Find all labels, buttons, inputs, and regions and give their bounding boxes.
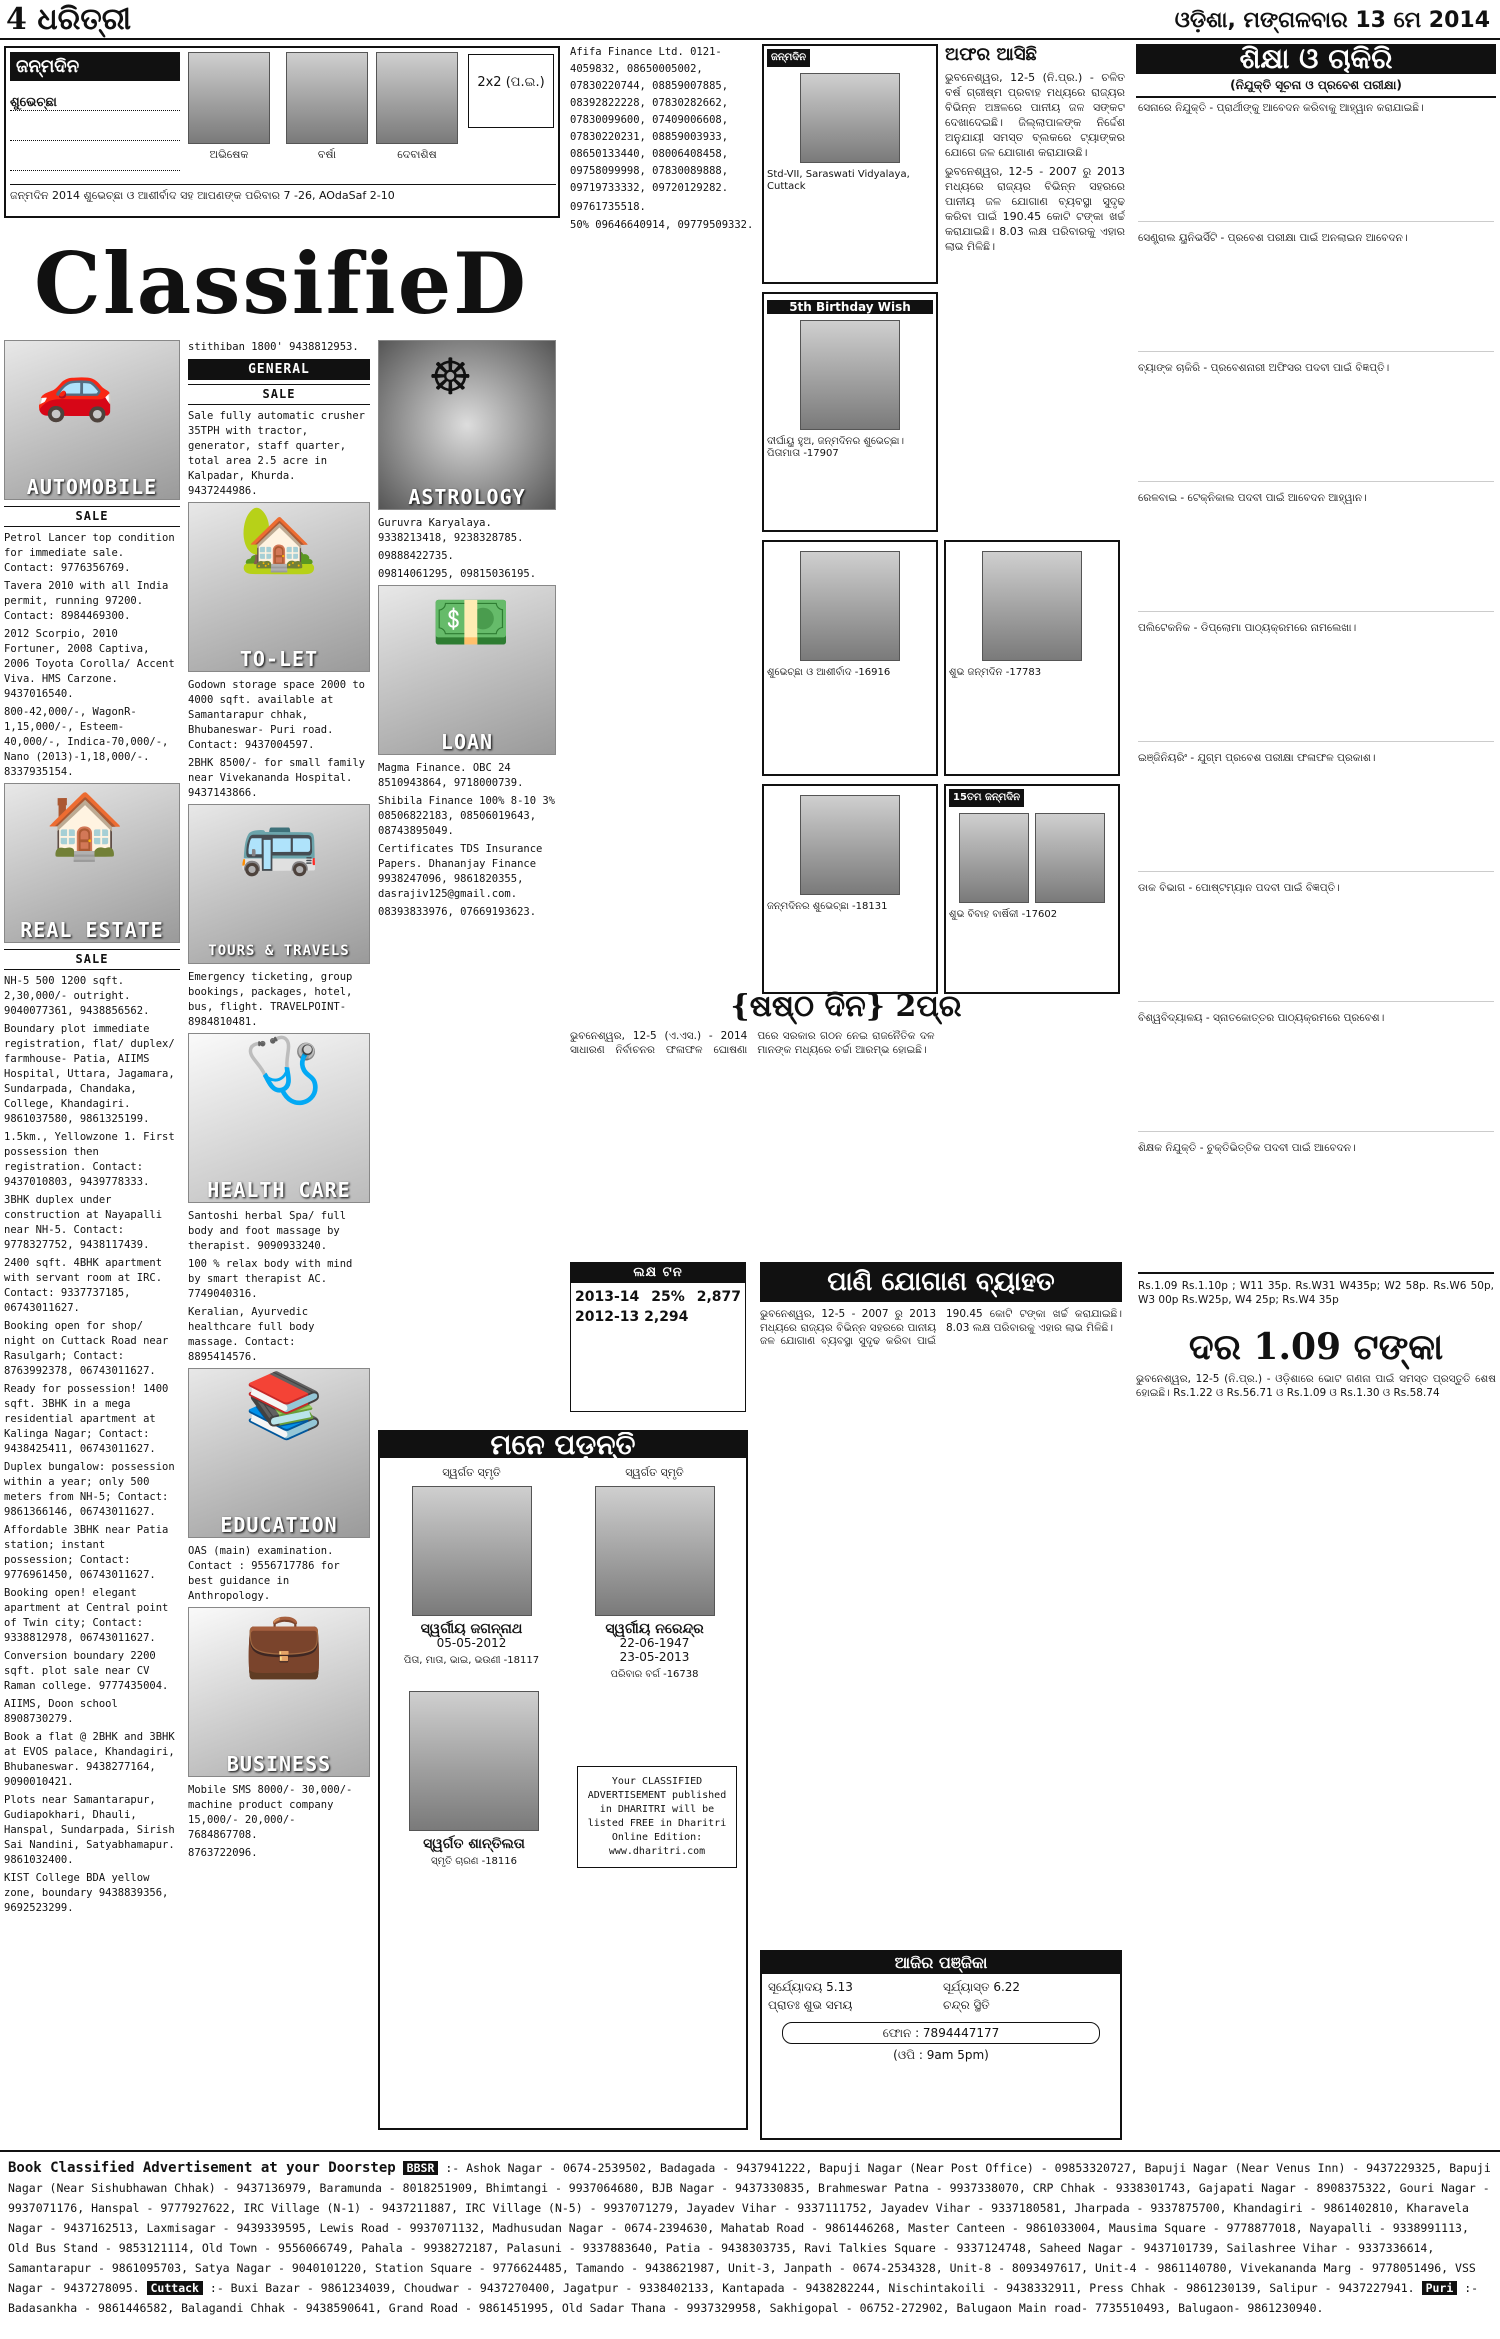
ad-item: 100 % relax body with mind by smart therapist AC. 7749040316.	[188, 1258, 353, 1300]
column-astrology-loan	[378, 340, 556, 1390]
notice-body: ଶୁଭ ଜନ୍ମଦିନ -17783	[949, 667, 1042, 678]
news-article-mid	[760, 1262, 1122, 1942]
ad-item: Book a flat @ 2BHK and 3BHK at EVOS palace, Khandagiri, Bhubaneswar. 9438277164, 9090010421.	[4, 1731, 175, 1788]
remembrance-name: ସ୍ୱର୍ଗତ ଶାନ୍ତିଲତା	[423, 1836, 525, 1852]
greeting-notice	[944, 784, 1120, 994]
article-headline: ଦର 1.09 ଟଙ୍କା	[1188, 1326, 1444, 1368]
job-item: ଇଞ୍ଜିନିୟରିଂ - ଯୁଗ୍ମ ପ୍ରବେଶ ପରୀକ୍ଷା ଫଳାଫଳ ପ୍ରକାଶ।	[1138, 752, 1494, 872]
ad-item: 50% 09646640914, 09779509332.	[570, 219, 754, 231]
person-photo	[595, 1486, 715, 1616]
ad-item: Certificates TDS Insurance Papers. Dhananjay Finance 9938247096, 9861820355, dasrajiv125@gmail.com.	[378, 843, 543, 900]
classified-banner: ClassifieD	[33, 233, 529, 333]
ad-item: 1.5km., Yellowzone 1. First possession then registration. Contact: 9437010803, 9439778333.	[4, 1131, 175, 1188]
ad-item: Affordable 3BHK near Patia station; instant possession; Contact: 9776961450, 06743011627.	[4, 1524, 169, 1581]
banknote-icon: 💵	[431, 586, 511, 660]
remembrance-date: 22-06-1947	[619, 1636, 690, 1650]
category-tile-to-let	[188, 502, 370, 672]
rates-text: Rs.1.09 Rs.1.10p ; W11 35p. Rs.W31 W435p; W2 58p. Rs.W6 50p, W3 00p Rs.W25p, W4 25p; Rs.W4 35p	[1138, 1272, 1494, 1307]
child-name: ଅଭିଷେକ	[209, 148, 249, 161]
section-head-general: GENERAL	[188, 359, 370, 380]
category-label: TOURS & TRAVELS	[208, 943, 350, 959]
article-body: ଭୁବନେଶ୍ୱର, 12-5 - 2007 ରୁ 2013 ମଧ୍ୟରେ ରାଜ୍ୟର ବିଭିନ୍ନ ସହରରେ ପାନୀୟ ଜଳ ଯୋଗାଣ ବ୍ୟବସ୍ଥା ସୁଦୃଢ କରିବା ପାଇଁ 190.45 କୋଟି ଟଙ୍କା ଖର୍ଚ୍ଚ କରାଯାଇଛି। 8.03 ଲକ୍ଷ ପରିବାରକୁ ଏହାର ଲାଭ ମିଳିଛି।	[760, 1308, 1122, 1347]
panjika-line: ସୂର୍ଯ୍ୟାସ୍ତ 6.22	[943, 1980, 1021, 1994]
remembrance-name: ସ୍ୱର୍ଗୀୟ ଜଗନ୍ନାଥ	[420, 1621, 523, 1637]
stat-box	[570, 1262, 746, 1412]
category-label: REAL ESTATE	[20, 918, 164, 942]
job-item: ଶିକ୍ଷକ ନିଯୁକ୍ତି - ଚୁକ୍ତିଭିତ୍ତିକ ପଦବୀ ପାଇଁ ଆବେଦନ।	[1138, 1142, 1356, 1154]
job-item: ସେନାରେ ନିଯୁକ୍ତି - ପ୍ରାର୍ଥୀଙ୍କୁ ଆବେଦନ କରିବାକୁ ଆହ୍ୱାନ କରାଯାଇଛି।	[1138, 102, 1494, 222]
couple-photo	[959, 813, 1029, 903]
footer-puri-list: :- Badasankha - 9861446582, Balagandi Chhak - 9438590641, Grand Road - 9861451995, Old Sadar Thana - 9937329958, Sakhigopal - 06752-272902, Balugaon Main road- 7735510493, Balugaon- 9861230940.	[8, 2281, 1479, 2315]
ad-item: Emergency ticketing, group bookings, packages, hotel, bus, flight. TRAVELPOINT- 8984810481.	[188, 971, 353, 1028]
greeting-notice	[944, 540, 1120, 776]
notice-body: Std-VII, Saraswati Vidyalaya, Cuttack	[767, 169, 910, 192]
category-tile-loan	[378, 585, 556, 755]
category-tile-automobile	[4, 340, 180, 500]
child-name: ବର୍ଷା	[317, 148, 337, 161]
city-tag-bbsr: BBSR	[403, 2161, 439, 2175]
panjika-line: ସୂର୍ଯ୍ୟୋଦୟ 5.13	[768, 1980, 853, 1994]
job-item: ରେଳବାଇ - ଟେକ୍ନିକାଲ ପଦବୀ ପାଇଁ ଆବେଦନ ଆହ୍ୱାନ।	[1138, 492, 1494, 612]
greeting-notice	[762, 44, 938, 284]
job-item: ସେଣ୍ଟ୍ରାଲ ୟୁନିଭର୍ସିଟି - ପ୍ରବେଶ ପରୀକ୍ଷା ପାଇଁ ଅନଲାଇନ ଆବେଦନ।	[1138, 232, 1494, 352]
child-photo	[286, 52, 368, 144]
category-tile-health-care	[188, 1033, 370, 1203]
car-icon: 🚗	[35, 351, 115, 425]
notice-title: 5th Birthday Wish	[767, 300, 933, 314]
remembrance-body: ପରିବାର ବର୍ଗ -16738	[610, 1669, 699, 1680]
ad-item: stithiban 1800' 9438812953.	[188, 341, 359, 353]
remembrance-body: ପିତା, ମାତା, ଭାଇ, ଭଉଣୀ -18117	[403, 1655, 540, 1666]
zodiac-wheel-icon: ☸	[431, 341, 470, 415]
books-icon: 📚	[244, 1369, 324, 1443]
ad-item: Mobile SMS 8000/- 30,000/- machine product company 15,000/- 20,000/- 7684867708.	[188, 1784, 353, 1841]
greeting-notice	[762, 540, 938, 776]
house-icon: 🏠	[45, 790, 125, 864]
person-photo	[409, 1691, 539, 1831]
column-finance	[570, 44, 758, 1004]
ad-item: Guruvra Karyalaya. 9338213418, 9238328785.	[378, 517, 524, 544]
category-label: EDUCATION	[220, 1513, 338, 1537]
notice-body: ଦୀର୍ଘାୟୁ ହୁଅ, ଜନ୍ମଦିନର ଶୁଭେଚ୍ଛା। ପିତାମାତା -17907	[767, 436, 904, 459]
remembrance-sub: ସ୍ୱର୍ଗତ ସ୍ମୃତି	[625, 1466, 684, 1479]
ad-item: Sale fully automatic crusher 35TPH with tractor, generator, staff quarter, total area 2.5 acre in Kalpadar, Khurda. 9437244986.	[188, 410, 366, 497]
ad-item: Tavera 2010 with all India permit, running 97200. Contact: 8984469300.	[4, 580, 169, 622]
article-body: ଭୁବନେଶ୍ୱର, 12-5 (ନି.ପ୍ର.) - ଓଡ଼ିଶାରେ ଭୋଟ ଗଣନା ପାଇଁ ସମସ୍ତ ପ୍ରସ୍ତୁତି ଶେଷ ହୋଇଛି। Rs.1.22 ଓ Rs.56.71 ଓ Rs.1.09 ଓ Rs.1.30 ଓ Rs.58.74	[1136, 1373, 1496, 1399]
ad-item: Magma Finance. OBC 24 8510943864, 9718000739.	[378, 762, 524, 789]
person-photo	[412, 1486, 532, 1616]
page-number: 4 ଧରିତ୍ରୀ	[6, 2, 132, 37]
ad-item: Duplex bungalow: possession within a year; only 500 meters from NH-5; Contact: 9861366146, 06743011627.	[4, 1461, 175, 1518]
article-headline: ଅଫର ଆସିଛି	[945, 44, 1037, 65]
panjika-title: ଆଜିର ପଞ୍ଜିକା	[762, 1952, 1120, 1974]
news-article-headline	[570, 990, 1122, 1260]
ad-item: 09761735518.	[570, 201, 646, 213]
child-photo	[800, 551, 900, 661]
ad-item: Booking open! elegant apartment at Central point of Twin city; Contact: 9338812978, 06743011627.	[4, 1587, 169, 1644]
stat-head: ଲକ୍ଷ ଟନ	[571, 1263, 745, 1283]
ad-item: 2BHK 8500/- for small family near Vivekananda Hospital. 9437143866.	[188, 757, 366, 799]
remembrance-date: 23-05-2013	[619, 1650, 690, 1664]
footer-bbsr-list: :- Ashok Nagar - 0674-2539502, Badagada - 9437941222, Bapuji Nagar (Near Post Office) - 09853320727, Bapuji Nagar (Near Venus Inn) - 9437229325, Bapuji Nagar (Near Sishubhawan Chhak) - 9437136979, Baramunda - 8018251909, Bhimtangi - 9937064680, BJB Nagar - 9437330835, Brahmeswar Patna - 9937338070, CRP Chhak - 9338301743, Gajapati Nagar - 8908375322, Gouri Nagar - 9937071176, Hanspal - 9777927622, IRC Village (N-1) - 9437211887, IRC Village (N-5) - 9937071279, Jayadev Vihar - 9337111752, Jayadev Vihar - 9337180581, Jharpada - 9337875700, Khandagiri - 9861402810, Kharavela Nagar - 9437162513, Laxmisagar - 9439339595, Lewis Road - 9937071132, Madhusudan Nagar - 0674-2394630, Mahatab Road - 9861446268, Master Canteen - 9861033004, Mausima Square - 9778877018, Nayapalli - 9338991113, Old Bus Stand - 9853121114, Old Town - 9556066749, Pahala - 9938272187, Palasuni - 9337883640, Patia - 9438303735, Ravi Talkies Square - 9337124748, Saheed Nagar - 9437101739, Sailashree Vihar - 9337336614, Samantarapur - 9861095703, Satya Nagar - 9040101220, Station Square - 9776624485, Tamando - 9438621987, Unit-3, Janpath - 0674-2534328, Unit-8 - 8093497617, Unit-4 - 9861140780, Vivekananda Marg - 9778051496, VSS Nagar - 9437278095.	[8, 2161, 1491, 2295]
ad-item: 2012 Scorpio, 2010 Fortuner, 2008 Captiva, 2006 Toyota Corolla/ Accent Viva. HMS Carzone. 9437016540.	[4, 628, 175, 700]
ad-item: 08393833976, 07669193623.	[378, 906, 537, 918]
greeting-notice	[762, 292, 938, 532]
panjika-footer: (ଓପି : 9am 5pm)	[893, 2048, 989, 2062]
ad-item: Afifa Finance Ltd. 0121-4059832, 08650005002, 07830220744, 08859007885, 08392822228, 07830282662, 07830099600, 07409006608, 07830220231, 08859003933, 08650133440, 08006408458, 09758099998, 07830089888, 09719733332, 09720129282.	[570, 46, 729, 194]
greeting-notice	[762, 784, 938, 994]
child-name: ଦେବାଶିଷ	[397, 148, 437, 161]
article-headline: ପାଣି ଯୋଗାଣ ବ୍ୟାହତ	[760, 1262, 1122, 1302]
ad-item: AIIMS, Doon school 8908730279.	[4, 1698, 118, 1725]
category-tile-education	[188, 1368, 370, 1538]
job-item: ବିଶ୍ୱବିଦ୍ୟାଳୟ - ସ୍ନାତକୋତ୍ତର ପାଠ୍ୟକ୍ରମରେ ପ୍ରବେଶ।	[1138, 1012, 1494, 1132]
ad-item: Plots near Samantarapur, Gudiapokhari, Dhauli, Hanspal, Sundarpada, Sirish Sai Nandini, Satyabhamapur. 9861032400.	[4, 1794, 175, 1866]
notice-badge: ଜନ୍ମଦିନ	[767, 49, 810, 67]
section-head-sale: SALE	[188, 384, 370, 405]
greeting-label-1: ଜନ୍ମଦିନ	[10, 52, 180, 81]
child-photo	[188, 52, 270, 144]
category-label: AUTOMOBILE	[26, 475, 158, 499]
child-photo	[376, 52, 458, 144]
greeting-blank-line	[10, 157, 180, 171]
remembrance-date: 05-05-2012	[436, 1636, 507, 1650]
footer-cuttack-list: :- Buxi Bazar - 9861234039, Choudwar - 9437270400, Jagatpur - 9338402133, Kantapada - 9438282244, Nischintakoili - 9438332911, Press Chhak - 9861230139, Salipur - 9437227941.	[209, 2281, 1415, 2295]
greeting-blank-line	[10, 127, 180, 141]
ad-item: Keralian, Ayurvedic healthcare full body massage. Contact: 8895414576.	[188, 1306, 315, 1363]
category-label: ASTROLOGY	[408, 485, 526, 509]
article-body: ଭୁବନେଶ୍ୱର, 12-5 (ଏ.ଏସ.) - 2014 ସାଧାରଣ ନିର୍ବାଚନର ଫଳାଫଳ ଘୋଷଣା ପରେ ସରକାର ଗଠନ ନେଇ ରାଜନୈତିକ ଦଳ ମାନଙ୍କ ମଧ୍ୟରେ ଚର୍ଚ୍ଚା ଆରମ୍ଭ ହୋଇଛି।	[570, 1030, 935, 1056]
notice-body: ଜନ୍ମଦିନର ଶୁଭେଚ୍ଛା -18131	[767, 901, 888, 912]
couple-photo	[1035, 813, 1105, 903]
category-tile-tours	[188, 804, 370, 964]
classified-booking-footer	[0, 2150, 1500, 2330]
child-photo	[800, 320, 900, 430]
panjika-line: ଚନ୍ଦ୍ର ସ୍ଥିତି	[943, 1998, 990, 2012]
building-icon: 🏡	[239, 503, 319, 577]
ad-item: Santoshi herbal Spa/ full body and foot massage by therapist. 9090933240.	[188, 1210, 347, 1252]
remembrance-name: ସ୍ୱର୍ଗୀୟ ନରେନ୍ଦ୍ର	[605, 1621, 704, 1637]
child-photo	[982, 551, 1082, 661]
greeting-label-2: ଶୁଭେଚ୍ଛା	[10, 95, 180, 111]
child-photo	[800, 73, 900, 163]
job-item: ଡାକ ବିଭାଗ - ପୋଷ୍ଟମ୍ୟାନ ପଦବୀ ପାଇଁ ବିଜ୍ଞପ୍ତି।	[1138, 882, 1494, 1002]
section-subtitle: (ନିଯୁକ୍ତି ସୂଚନା ଓ ପ୍ରବେଶ ପରୀକ୍ଷା)	[1136, 74, 1496, 98]
notice-body: ଶୁଭେଚ୍ଛା ଓ ଆଶୀର୍ବାଦ -16916	[767, 667, 891, 678]
panjika-footer: ଫୋନ : 7894447177	[782, 2022, 1100, 2044]
greeting-footer-text: ଜନ୍ମଦିନ 2014 ଶୁଭେଚ୍ଛା ଓ ଆଶୀର୍ବାଦ ସହ ଆପଣଙ୍କ ପରିବାର 7 -26, AOdaSaf 2-10	[10, 184, 556, 203]
ad-item: Booking open for shop/ night on Cuttack Road near Rasulgarh; Contact: 8763992378, 06743011627.	[4, 1320, 169, 1377]
stat-body: 2013-14 25% 2,877 2012-13 2,294	[575, 1289, 741, 1325]
section-head-sale: SALE	[4, 506, 180, 527]
category-label: LOAN	[440, 730, 494, 754]
ad-item: NH-5 500 1200 sqft. 2,30,000/- outright. 9040077361, 9438856562.	[4, 975, 150, 1017]
stethoscope-icon: 🩺	[244, 1034, 324, 1108]
panjika-line: ପ୍ରାତଃ ଶୁଭ ସମୟ	[768, 1998, 853, 2012]
briefcase-icon: 💼	[244, 1608, 324, 1682]
remembrance-body: ସ୍ମୃତି ଚାରଣ -18116	[430, 1856, 518, 1867]
article-headline: {ଷଷ୍ଠ ଦିନ} 2ପ୍ର	[730, 990, 962, 1024]
ad-item: Boundary plot immediate registration, flat/ duplex/ farmhouse- Patia, AIIMS Hospital, Uttara, Jagamara, Sundarpada, Chandaka, College, Khandagiri. 9861037580, 9861325199.	[4, 1023, 175, 1125]
page-header	[0, 0, 1500, 40]
ad-item: Ready for possession! 1400 sqft. 3BHK in a mega residential apartment at Kalinga Nagar; Contact: 9438425411, 06743011627.	[4, 1383, 169, 1455]
remembrance-head: ମନେ ପଡ଼ନ୍ତି	[380, 1432, 746, 1458]
ad-item: 2400 sqft. 4BHK apartment with servant room at IRC. Contact: 9337737185, 06743011627.	[4, 1257, 163, 1314]
category-tile-astrology	[378, 340, 556, 510]
article-body: ଭୁବନେଶ୍ୱର, 12-5 (ନି.ପ୍ର.) - ଚଳିତ ବର୍ଷ ଗ୍ରୀଷ୍ମ ପ୍ରବାହ ମଧ୍ୟରେ ରାଜ୍ୟର ବିଭିନ୍ନ ଅଞ୍ଚଳରେ ପାନୀୟ ଜଳ ସଙ୍କଟ ଦେଖାଦେଇଛି। ଜିଲ୍ଲାପାଳଙ୍କ ନିର୍ଦ୍ଦେଶ ଅନୁଯାୟୀ ସମସ୍ତ ବ୍ଲକରେ ଟ୍ୟାଙ୍କର ଯୋଗେ ଜଳ ଯୋଗାଣ କରାଯାଉଛି।	[945, 71, 1125, 159]
column-education-jobs	[1136, 44, 1496, 2144]
bus-icon: 🚌	[239, 805, 319, 879]
child-photo	[800, 795, 900, 895]
dharitri-note: Your CLASSIFIED ADVERTISEMENT published in DHARITRI will be listed FREE in Dharitri Online Edition: www.dharitri.com	[577, 1766, 737, 1868]
column-general-services	[188, 340, 370, 2145]
job-item: ବ୍ୟାଙ୍କ ଚାକିରି - ପ୍ରବେଶନାରୀ ଅଫିସର ପଦବୀ ପାଇଁ ବିଜ୍ଞପ୍ତି।	[1138, 362, 1494, 482]
notice-body: ଶୁଭ ବିବାହ ବାର୍ଷିକୀ -17602	[949, 909, 1058, 920]
ad-item: Godown storage space 2000 to 4000 sqft. available at Samantarapur chhak, Bhubaneswar- Puri road. Contact: 9437004597.	[188, 679, 366, 751]
ad-item: 09888422735.	[378, 550, 454, 562]
job-item: ପଲିଟେକନିକ - ଡିପ୍ଲୋମା ପାଠ୍ୟକ୍ରମରେ ନାମଲେଖା।	[1138, 622, 1494, 742]
ad-item: Shibila Finance 100% 8-10 3% 08506822183, 08506019643, 08743895049.	[378, 795, 556, 837]
remembrance-sub: ସ୍ୱର୍ଗତ ସ୍ମୃତି	[442, 1466, 501, 1479]
city-tag-puri: Puri	[1422, 2281, 1458, 2295]
ad-item: 09814061295, 09815036195.	[378, 568, 537, 580]
ad-item: 8763722096.	[188, 1847, 258, 1859]
ad-item: Petrol Lancer top condition for immediate sale. Contact: 9776356769.	[4, 532, 175, 574]
category-label: BUSINESS	[226, 1752, 332, 1776]
category-label: HEALTH CARE	[207, 1178, 351, 1202]
ad-item: Conversion boundary 2200 sqft. plot sale near CV Raman college. 9777435004.	[4, 1650, 169, 1692]
ad-item: 3BHK duplex under construction at Nayapalli near NH-5. Contact: 9778327752, 9438117439.	[4, 1194, 163, 1251]
ad-item: KIST College BDA yellow zone, boundary 9438839356, 9692523299.	[4, 1872, 169, 1914]
news-article-top	[945, 44, 1125, 494]
section-title: ଶିକ୍ଷା ଓ ଚାକିରି	[1136, 44, 1496, 74]
category-tile-business	[188, 1607, 370, 1777]
section-head-sale: SALE	[4, 949, 180, 970]
page-date: ଓଡ଼ିଶା, ମଙ୍ଗଳବାର 13 ମେ 2014	[1174, 8, 1490, 33]
column-automobile-realestate	[4, 340, 180, 2145]
panjika-box	[760, 1950, 1122, 2140]
birthday-greeting-box	[4, 46, 560, 218]
remembrance-section	[378, 1430, 748, 2130]
ad-item: OAS (main) examination. Contact : 9556717786 for best guidance in Anthropology.	[188, 1545, 340, 1602]
category-tile-real-estate	[4, 783, 180, 943]
fee-box: 2x2 (ପ.ଇ.)	[468, 54, 554, 128]
ad-item: 800-42,000/-, WagonR-1,15,000/-, Esteem-40,000/-, Indica-70,000/-, Nano (2013)-1,18,000/-. 8337935154.	[4, 706, 169, 778]
notice-badge: 15ତମ ଜନ୍ମଦିନ	[949, 789, 1024, 807]
article-body: ଭୁବନେଶ୍ୱର, 12-5 - 2007 ରୁ 2013 ମଧ୍ୟରେ ରାଜ୍ୟର ବିଭିନ୍ନ ସହରରେ ପାନୀୟ ଜଳ ଯୋଗାଣ ବ୍ୟବସ୍ଥା ସୁଦୃଢ କରିବା ପାଇଁ 190.45 କୋଟି ଟଙ୍କା ଖର୍ଚ୍ଚ କରାଯାଇଛି। 8.03 ଲକ୍ଷ ପରିବାରକୁ ଏହାର ଲାଭ ମିଳିଛି।	[945, 165, 1125, 253]
category-label: TO-LET	[239, 647, 319, 671]
city-tag-cuttack: Cuttack	[147, 2281, 203, 2295]
footer-lead: Book Classified Advertisement at your Doorstep	[8, 2160, 396, 2176]
